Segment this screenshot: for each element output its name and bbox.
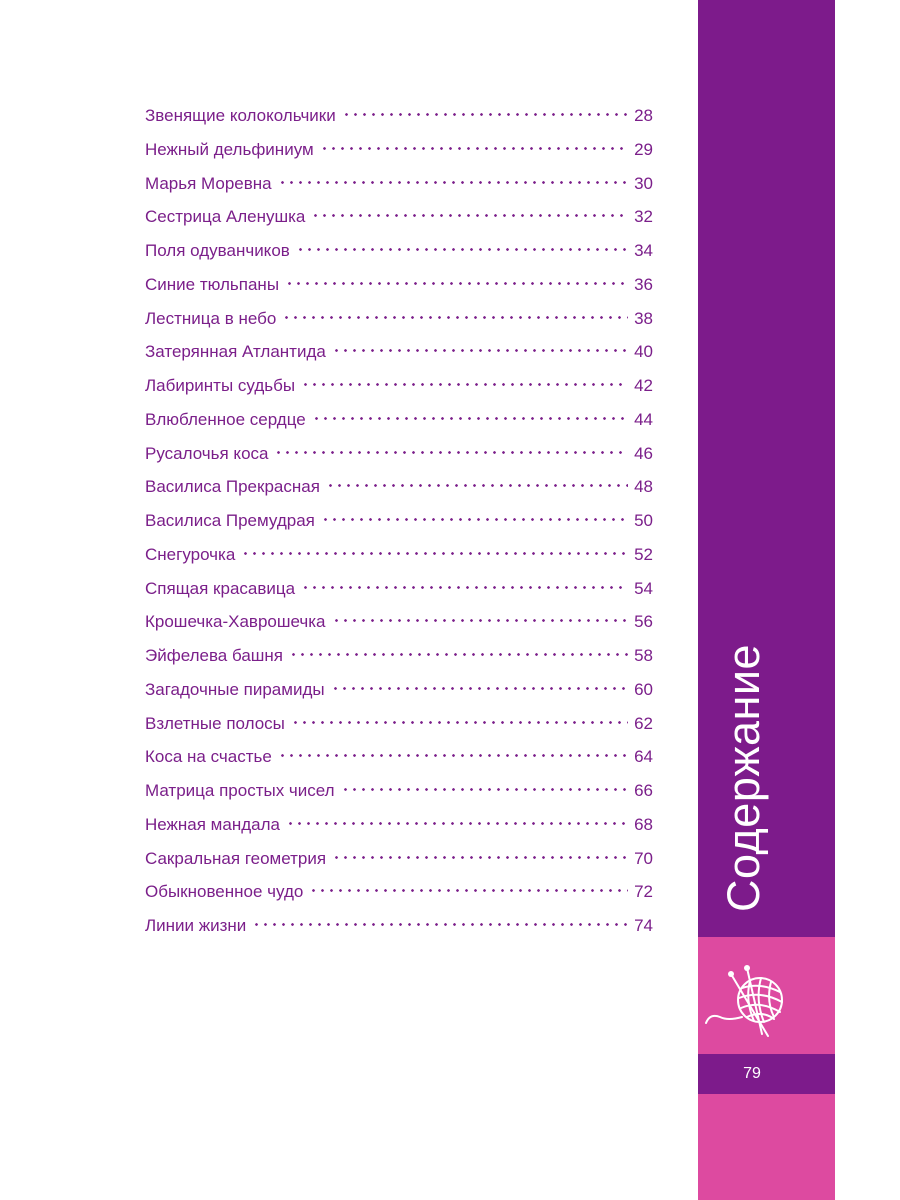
toc-entry[interactable] bbox=[145, 846, 653, 880]
toc-entry-title: Василиса Прекрасная bbox=[145, 477, 320, 497]
toc-entry-title: Василиса Премудрая bbox=[145, 511, 315, 530]
toc-entry-page: 48 bbox=[634, 477, 653, 497]
sidebar-title-band bbox=[698, 0, 835, 937]
toc-entry-title: Сакральная геометрия bbox=[145, 848, 327, 868]
dot-leader bbox=[342, 113, 628, 116]
dot-leader bbox=[320, 147, 628, 150]
dot-leader bbox=[291, 721, 628, 724]
toc-entry-title: Коса на счастье bbox=[145, 747, 272, 767]
toc-entry[interactable] bbox=[145, 373, 653, 407]
dot-leader bbox=[286, 822, 628, 825]
sidebar-page-band bbox=[698, 1054, 835, 1094]
dot-leader bbox=[311, 214, 628, 217]
toc-entry-title: Поля одуванчиков bbox=[145, 241, 290, 260]
toc-entry-page: 52 bbox=[634, 544, 653, 564]
toc-entry[interactable] bbox=[145, 778, 653, 812]
toc-entry[interactable] bbox=[145, 913, 653, 947]
dot-leader bbox=[241, 552, 628, 555]
toc-entry-page: 40 bbox=[634, 342, 653, 362]
toc-entry-page: 30 bbox=[634, 173, 653, 193]
toc-entry-page: 56 bbox=[634, 612, 653, 632]
toc-entry-title: Синие тюльпаны bbox=[145, 274, 280, 294]
toc-entry-title: Лабиринты судьбы bbox=[145, 376, 296, 395]
dot-leader bbox=[326, 484, 628, 487]
toc-entry[interactable] bbox=[145, 306, 653, 340]
toc-entry-title: Снегурочка bbox=[145, 544, 236, 564]
toc-entry-title: Марья Моревна bbox=[145, 173, 272, 193]
toc-entry-title: Эйфелева башня bbox=[145, 646, 284, 665]
toc-entry-page: 74 bbox=[634, 916, 653, 935]
toc-entry-page: 28 bbox=[634, 106, 653, 125]
toc-entry-title: Лестница в небо bbox=[145, 308, 277, 328]
dot-leader bbox=[331, 687, 628, 690]
section-heading: Содержание bbox=[718, 644, 769, 912]
dot-leader bbox=[341, 788, 628, 791]
toc-entry[interactable] bbox=[145, 711, 653, 745]
toc-entry[interactable] bbox=[145, 238, 653, 272]
dot-leader bbox=[332, 349, 628, 352]
toc-entry-page: 58 bbox=[634, 646, 653, 665]
toc-entry-title: Нежная мандала bbox=[145, 814, 280, 834]
toc-entry-page: 38 bbox=[634, 308, 653, 328]
toc-entry-page: 62 bbox=[634, 713, 653, 733]
dot-leader bbox=[321, 518, 628, 521]
toc-entry-page: 42 bbox=[634, 376, 653, 395]
toc-entry-title: Взлетные полосы bbox=[145, 713, 285, 733]
toc-entry-title: Русалочья коса bbox=[145, 443, 269, 463]
toc-entry[interactable] bbox=[145, 204, 653, 238]
toc-entry[interactable] bbox=[145, 542, 653, 576]
toc-entry[interactable] bbox=[145, 272, 653, 306]
dot-leader bbox=[252, 923, 628, 926]
toc-entry-page: 50 bbox=[634, 511, 653, 530]
toc-entry-page: 46 bbox=[634, 443, 653, 463]
toc-entry-title: Спящая красавица bbox=[145, 578, 296, 598]
dot-leader bbox=[296, 248, 628, 251]
toc-entry[interactable] bbox=[145, 407, 653, 441]
dot-leader bbox=[312, 417, 628, 420]
toc-entry-title: Звенящие колокольчики bbox=[145, 106, 336, 125]
toc-entry-title: Затерянная Атлантида bbox=[145, 342, 326, 362]
toc-entry-title: Сестрица Аленушка bbox=[145, 207, 306, 227]
toc-entry[interactable] bbox=[145, 474, 653, 508]
chapter-sidebar bbox=[698, 0, 835, 1200]
toc-entry[interactable] bbox=[145, 812, 653, 846]
dot-leader bbox=[278, 754, 628, 757]
toc-entry-page: 68 bbox=[634, 814, 653, 834]
toc-entry-page: 29 bbox=[634, 139, 653, 159]
toc-entry[interactable] bbox=[145, 441, 653, 475]
toc-entry[interactable] bbox=[145, 137, 653, 171]
dot-leader bbox=[332, 856, 628, 859]
dot-leader bbox=[289, 653, 628, 656]
dot-leader bbox=[301, 586, 628, 589]
toc-entry[interactable] bbox=[145, 609, 653, 643]
toc-entry[interactable] bbox=[145, 171, 653, 205]
toc-entry-page: 64 bbox=[634, 747, 653, 767]
toc-entry-page: 54 bbox=[634, 578, 653, 598]
dot-leader bbox=[309, 889, 628, 892]
toc-entry[interactable] bbox=[145, 744, 653, 778]
toc-entry-title: Крошечка-Хаврошечка bbox=[145, 612, 326, 632]
toc-entry-page: 32 bbox=[634, 207, 653, 227]
dot-leader bbox=[285, 282, 628, 285]
dot-leader bbox=[274, 451, 628, 454]
toc-entry-title: Влюбленное сердце bbox=[145, 409, 306, 429]
toc-entry[interactable] bbox=[145, 103, 653, 137]
toc-entry[interactable] bbox=[145, 677, 653, 711]
sidebar-logo-band bbox=[698, 937, 835, 1054]
dot-leader bbox=[301, 383, 628, 386]
yarn-ball-icon bbox=[698, 937, 835, 1054]
toc-entry-title: Матрица простых чисел bbox=[145, 781, 335, 800]
toc-entry[interactable] bbox=[145, 339, 653, 373]
page-number: 79 bbox=[743, 1065, 761, 1082]
toc-entry-title: Загадочные пирамиды bbox=[145, 679, 325, 699]
dot-leader bbox=[278, 181, 628, 184]
toc-entry[interactable] bbox=[145, 508, 653, 542]
toc-entry-title: Обыкновенное чудо bbox=[145, 882, 304, 902]
toc-entry-page: 36 bbox=[634, 274, 653, 294]
toc-entry-title: Линии жизни bbox=[145, 916, 247, 935]
toc-entry-page: 34 bbox=[634, 241, 653, 260]
sidebar-bottom-band bbox=[698, 1094, 835, 1200]
toc-entry[interactable] bbox=[145, 576, 653, 610]
dot-leader bbox=[282, 316, 628, 319]
toc-entry-page: 72 bbox=[634, 882, 653, 902]
toc-entry-title: Нежный дельфиниум bbox=[145, 139, 314, 159]
toc-entry[interactable] bbox=[145, 879, 653, 913]
toc-entry-page: 60 bbox=[634, 679, 653, 699]
toc-entry-page: 44 bbox=[634, 409, 653, 429]
toc-entry[interactable] bbox=[145, 643, 653, 677]
toc-entry-page: 66 bbox=[634, 781, 653, 800]
dot-leader bbox=[332, 619, 629, 622]
toc-entry-page: 70 bbox=[634, 848, 653, 868]
table-of-contents bbox=[145, 103, 653, 947]
